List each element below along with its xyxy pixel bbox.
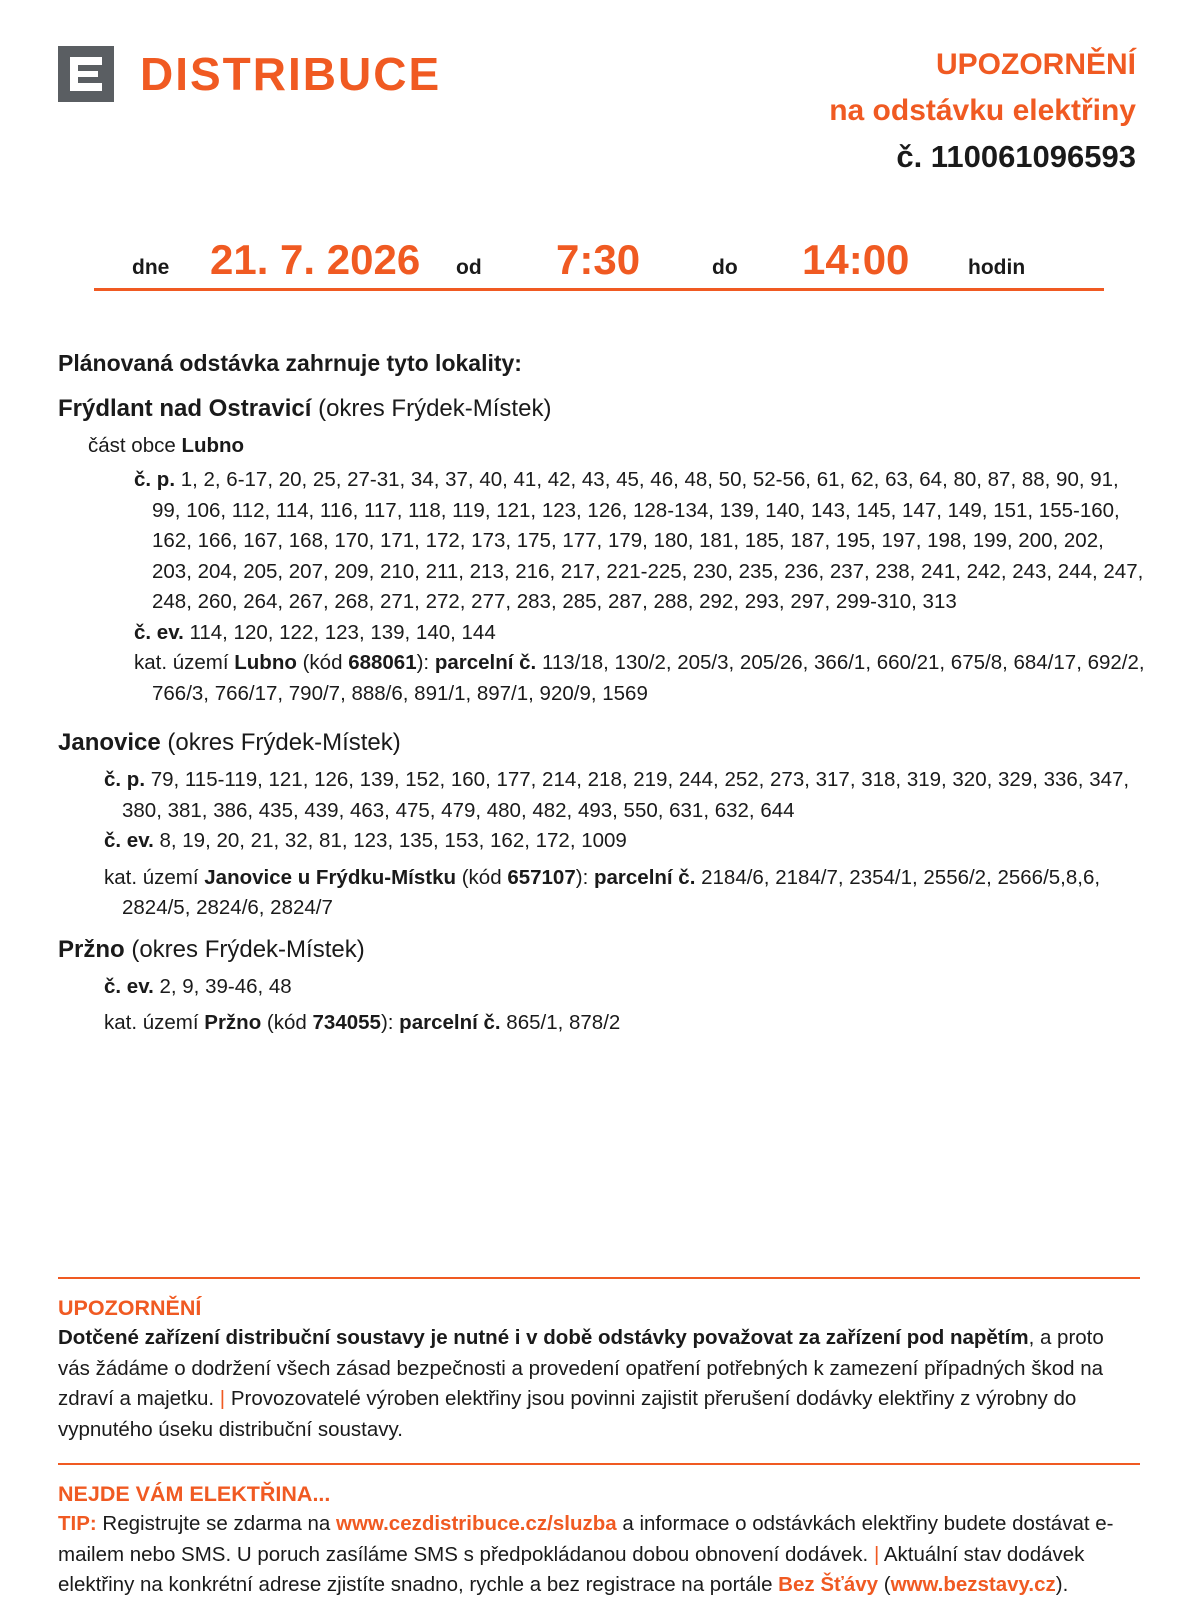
- cp-label: č. p.: [134, 468, 176, 491]
- location-title: [58, 395, 1148, 423]
- cp-values: 79, 115-119, 121, 126, 139, 152, 160, 177, 214, 218, 219, 244, 252, 273, 317, 318, 319, 320, 329, 336, 347, 380, 381, 386, 435, 439, 463, 475, 479, 480, 482, 493, 550, 631, 632, 644: [122, 768, 1130, 822]
- kat-name: Lubno: [234, 651, 297, 674]
- separator: |: [219, 1387, 226, 1410]
- kod-value: 657107: [507, 865, 576, 889]
- parcel-label: parcelní č.: [399, 1011, 501, 1034]
- notice-title: UPOZORNĚNÍ: [935, 48, 1136, 81]
- tip-text-1: Registrujte se zdarma na: [102, 1512, 331, 1535]
- part-name: Lubno: [181, 434, 245, 457]
- kod-value: 688061: [348, 651, 417, 674]
- kod-close: ):: [380, 1011, 394, 1034]
- separator: |: [873, 1542, 880, 1566]
- kat-label: kat. území: [104, 865, 199, 889]
- cadastral-parcels: [104, 863, 1148, 924]
- location-name: Janovice: [58, 729, 161, 756]
- tip-text-3: Aktuální stav dodávek elektřiny na konkrétní adrese zjistíte snadno, rychle a bez registrace na portále: [58, 1542, 1085, 1596]
- paren-close: ).: [1055, 1573, 1069, 1596]
- parcel-values: 2184/6, 2184/7, 2354/1, 2556/2, 2566/5,8,6, 2824/5, 2824/6, 2824/7: [122, 865, 1101, 919]
- part-of-municipality: [88, 431, 1148, 461]
- parcel-label: parcelní č.: [434, 651, 537, 674]
- brand-logo: [58, 46, 441, 102]
- hodin-label: hodin: [968, 256, 1026, 279]
- part-label: část obce: [88, 434, 176, 457]
- evidence-numbers: [104, 972, 1148, 1003]
- dne-label: dne: [132, 256, 170, 279]
- bezstavy-link[interactable]: www.bezstavy.cz: [890, 1573, 1056, 1596]
- warning-text-1: , a proto vás žádáme o dodržení všech zásad bezpečnosti a provedení opatření potřebných k zamezení případných škod na zdraví a majetku.: [58, 1326, 1104, 1410]
- ev-values: 114, 120, 122, 123, 139, 140, 144: [189, 620, 496, 644]
- ev-label: č. ev.: [134, 620, 184, 644]
- kat-label: kat. území: [134, 651, 229, 674]
- kat-label: kat. území: [104, 1011, 199, 1034]
- locations-section: [58, 350, 1148, 1039]
- brand-name: DISTRIBUCE: [140, 48, 442, 100]
- bez-stavy-portal: Bez Šťávy: [778, 1573, 879, 1596]
- locations-intro: Plánovaná odstávka zahrnuje tyto lokality:: [58, 350, 522, 376]
- ev-values: 8, 19, 20, 21, 32, 81, 123, 135, 153, 162, 172, 1009: [159, 829, 627, 852]
- location-name: Pržno: [58, 935, 125, 963]
- warning-text: [58, 1323, 1140, 1445]
- cp-label: č. p.: [104, 768, 146, 791]
- do-label: do: [712, 256, 738, 279]
- cp-values: 1, 2, 6-17, 20, 25, 27-31, 34, 37, 40, 41, 42, 43, 45, 46, 48, 50, 52-56, 61, 62, 63, 64, 80, 87, 88, 90, 91, 99, 106, 112, 114, 116, 117, 118, 119, 121, 123, 126, 128-134, 139, 140, 143, 145, 147, 149, 151, 155-160, 162, 166, 167, 168, 170, 171, 172, 173, 175, 177, 179, 180, 181, 185, 187, 195, 197, 198, 199, 200, 202, 203, 204, 205, 207, 209, 210, 211, 213, 216, 217, 221-225, 230, 235, 236, 237, 238, 241, 242, 243, 244, 247, 248, 260, 264, 267, 268, 271, 272, 277, 283, 285, 287, 288, 292, 293, 297, 299-310, 313: [152, 468, 1144, 613]
- kod-label: (kód: [302, 651, 343, 674]
- location-district: (okres Frýdek-Místek): [318, 395, 552, 422]
- notice-subtitle: na odstávku elektřiny: [829, 94, 1136, 127]
- tip-label: TIP:: [58, 1512, 97, 1535]
- outage-date: 21. 7. 2026: [210, 236, 421, 283]
- divider: [58, 1277, 1140, 1279]
- kod-label: (kód: [266, 1011, 307, 1034]
- tip-heading: NEJDE VÁM ELEKTŘINA...: [58, 1482, 331, 1506]
- outage-schedule: [94, 230, 1104, 291]
- location-district: (okres Frýdek-Místek): [131, 935, 365, 963]
- cezdistribuce-link[interactable]: www.cezdistribuce.cz/sluzba: [336, 1512, 617, 1535]
- outage-start: 7:30: [556, 236, 641, 283]
- paren-open: (: [883, 1573, 891, 1596]
- ev-values: 2, 9, 39-46, 48: [159, 974, 292, 998]
- tip-text-2: a informace o odstávkách elektřiny budete dostávat e-mailem nebo SMS. U poruch zasíláme SMS s předpokládanou dobou obnovení dodávek.: [58, 1512, 1114, 1566]
- evidence-numbers: [104, 826, 1148, 857]
- cez-logo-icon: [58, 46, 114, 102]
- parcel-values: 865/1, 878/2: [506, 1011, 621, 1034]
- divider: [58, 1463, 1140, 1465]
- parcel-label: parcelní č.: [593, 865, 696, 889]
- ev-label: č. ev.: [104, 974, 154, 998]
- location-district: (okres Frýdek-Místek): [167, 729, 401, 756]
- ev-label: č. ev.: [104, 829, 154, 852]
- warning-text-2: Provozovatelé výroben elektřiny jsou povinni zajistit přerušení dodávky elektřiny z výrobny do vypnutého úseku distribuční soustavy.: [58, 1387, 1077, 1441]
- kod-label: (kód: [461, 865, 502, 889]
- kat-name: Janovice u Frýdku-Místku: [204, 865, 457, 889]
- warning-bold: Dotčené zařízení distribuční soustavy je nutné i v době odstávky považovat za zařízení pod napětím: [58, 1326, 1029, 1349]
- house-numbers: [134, 465, 1148, 618]
- kod-close: ):: [575, 865, 589, 889]
- evidence-numbers: [134, 618, 1148, 649]
- outage-end: 14:00: [802, 236, 910, 283]
- notice-header: [829, 42, 1136, 180]
- kod-value: 734055: [312, 1011, 381, 1034]
- location-title: [58, 936, 1148, 964]
- cadastral-parcels: [134, 648, 1148, 709]
- footer-notices: [58, 1277, 1140, 1601]
- od-label: od: [456, 256, 482, 279]
- tip-text: [58, 1509, 1140, 1601]
- warning-heading: UPOZORNĚNÍ: [58, 1296, 202, 1320]
- location-title: [58, 729, 1148, 757]
- kod-close: ):: [416, 651, 430, 674]
- kat-name: Pržno: [204, 1011, 262, 1034]
- house-numbers: [104, 765, 1148, 826]
- cadastral-parcels: [104, 1008, 1148, 1039]
- location-name: Frýdlant nad Ostravicí: [58, 395, 312, 422]
- parcel-values: 113/18, 130/2, 205/3, 205/26, 366/1, 660/21, 675/8, 684/17, 692/2, 766/3, 766/17, 790/7, 888/6, 891/1, 897/1, 920/9, 1569: [152, 651, 1145, 705]
- notice-number: č. 110061096593: [896, 139, 1136, 174]
